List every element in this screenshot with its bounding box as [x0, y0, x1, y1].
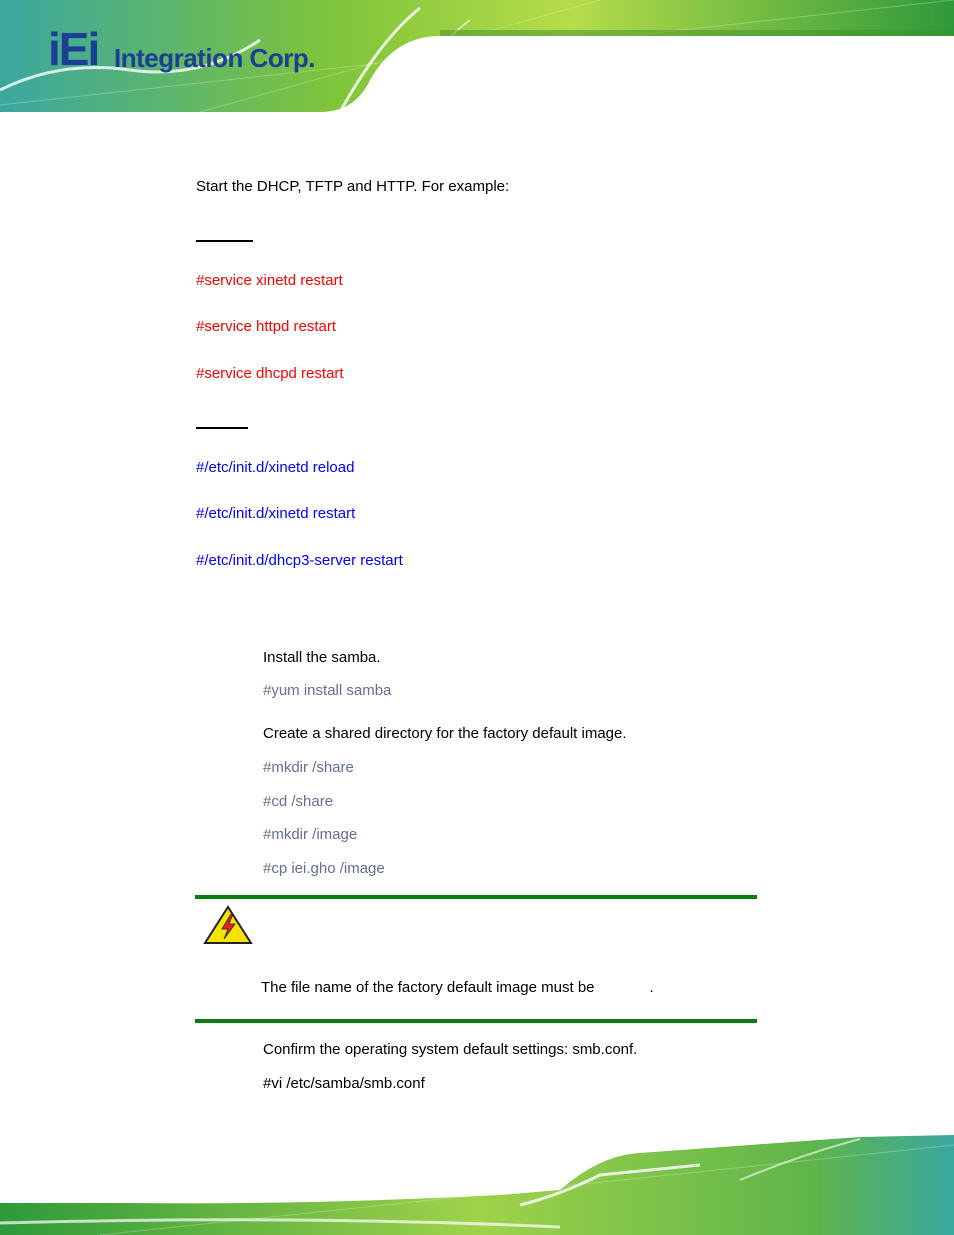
command-line: #cd /share [263, 793, 334, 810]
command-line: #yum install samba [263, 682, 392, 699]
command-line: #service httpd restart [196, 318, 337, 335]
step-install-samba: Install the samba. [263, 649, 381, 666]
warning-message: The file name of the factory default image must be [261, 979, 595, 996]
warning-bottom-rule [195, 1019, 757, 1023]
command-line: #service xinetd restart [196, 272, 343, 289]
command-line: #vi /etc/samba/smb.conf [263, 1075, 425, 1092]
warning-end: . [649, 979, 654, 996]
footer-banner [0, 1135, 954, 1235]
warning-top-rule [195, 895, 757, 899]
logo-mark: iEi [48, 23, 99, 75]
command-line: #service dhcpd restart [196, 365, 344, 382]
command-line: #/etc/init.d/dhcp3-server restart [196, 552, 403, 569]
command-line: #cp iei.gho /image [263, 860, 385, 877]
intro-text: Start the DHCP, TFTP and HTTP. For example: [196, 178, 510, 195]
command-line: #mkdir /share [263, 759, 354, 776]
step-create-share: Create a shared directory for the factory default image. [263, 725, 627, 742]
section-underline-b [196, 427, 248, 429]
warning-text [261, 979, 654, 997]
command-line: #mkdir /image [263, 826, 358, 843]
company-logo [48, 23, 348, 76]
logo-text: Integration Corp. [114, 43, 315, 73]
command-line: #/etc/init.d/xinetd reload [196, 459, 355, 476]
section-underline-a [196, 240, 253, 242]
command-line: #/etc/init.d/xinetd restart [196, 505, 356, 522]
warning-triangle-icon [203, 905, 253, 945]
step-confirm-settings: Confirm the operating system default settings: smb.conf. [263, 1041, 638, 1058]
